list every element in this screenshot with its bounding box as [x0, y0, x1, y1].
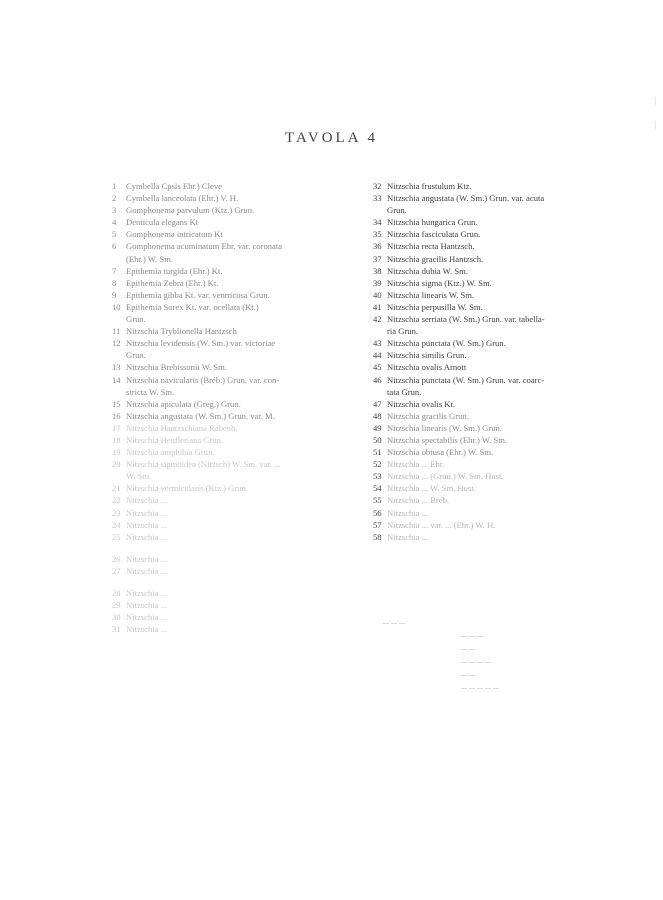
species-name: Nitzschia gracilis Grun. — [387, 410, 469, 421]
species-number: 43 — [373, 338, 382, 349]
species-name: Cymbella lanceolata (Ehr.) V. H. — [126, 193, 239, 204]
species-entry — [112, 410, 354, 422]
species-entry — [112, 599, 354, 611]
species-name: Nitzschia Hantzschiana Rabenh. — [126, 422, 238, 433]
species-name: Nitzschia ... var. ... (Ehr.) W. H. — [387, 519, 496, 530]
species-entry — [112, 398, 354, 410]
species-entry — [112, 587, 354, 599]
species-name: Nitzschia hungarica Grun. — [387, 217, 478, 228]
species-entry — [373, 313, 625, 325]
species-number: 16 — [112, 410, 121, 421]
species-entry — [112, 349, 354, 361]
species-name: W. Sm. — [126, 471, 152, 482]
species-number: 25 — [112, 531, 121, 542]
species-name: Denticula elegans Kt — [126, 217, 199, 228]
species-name: Nitzschia fasciculata Grun. — [387, 229, 481, 240]
species-entry — [112, 289, 354, 301]
species-number: 49 — [373, 422, 382, 433]
species-name: Nitzschia gracilis Hantzsch. — [387, 253, 484, 264]
species-entry — [112, 253, 354, 265]
species-name: Nitzschia amphibia Grun. — [126, 447, 215, 458]
species-name: Nitzschia levidensis (W. Sm.) var. victoriae — [126, 338, 276, 349]
species-entry — [112, 337, 354, 349]
species-entry — [112, 313, 354, 325]
species-number: 39 — [373, 277, 382, 288]
species-number: 2 — [112, 193, 117, 204]
species-number: 17 — [112, 422, 121, 433]
species-name: Nitzschia angustata (W. Sm.) Grun. var. M. — [126, 410, 275, 421]
species-name: tata Grun. — [387, 386, 422, 397]
species-entry — [373, 301, 625, 313]
species-number: 26 — [112, 553, 121, 564]
species-number: 14 — [112, 374, 121, 385]
species-name: Nitzschia obtusa (Ehr.) W. Sm. — [387, 447, 494, 458]
species-number: 52 — [373, 459, 382, 470]
species-entry — [112, 277, 354, 289]
species-number: 33 — [373, 193, 382, 204]
species-entry — [373, 349, 625, 361]
species-number: 53 — [373, 471, 382, 482]
species-entry — [373, 494, 625, 506]
species-name: Nitzschia similis Grun. — [387, 350, 467, 361]
species-number: 29 — [112, 600, 121, 611]
species-number: 55 — [373, 495, 382, 506]
species-number: 46 — [373, 374, 382, 385]
species-name: Nitzschia linearis W. Sm. — [387, 289, 475, 300]
margin-mark: | — [655, 120, 657, 129]
species-name: Nitzschia ovalis Arnott — [387, 362, 467, 373]
species-number: 58 — [373, 531, 382, 542]
species-number: 20 — [112, 459, 121, 470]
species-number: 28 — [112, 588, 121, 598]
species-entry — [373, 180, 625, 192]
species-entry — [112, 204, 354, 216]
species-number: 40 — [373, 289, 382, 300]
species-entry — [112, 531, 354, 543]
species-name: Nitzschia ... — [126, 600, 168, 611]
species-name: Nitzschia ... — [126, 588, 168, 598]
species-number: 31 — [112, 624, 121, 635]
species-entry — [373, 458, 625, 470]
species-name: Nitzschia perpusilla W. Sm. — [387, 301, 483, 312]
footnote-line: ... ... ... — [461, 630, 483, 639]
species-entry — [112, 434, 354, 446]
species-name: Epithemia Sorex Kt. var. ocellata (Kt.) — [126, 301, 259, 312]
species-name: Nitzschia Tryblionella Hantzsch — [126, 326, 237, 337]
species-number: 48 — [373, 410, 382, 421]
species-entry — [373, 470, 625, 482]
species-entry — [373, 253, 625, 265]
species-number: 6 — [112, 241, 117, 252]
species-entry — [112, 553, 354, 565]
species-number: 18 — [112, 434, 121, 445]
species-entry — [373, 374, 625, 386]
species-entry — [112, 192, 354, 204]
spacer — [112, 577, 354, 587]
species-name: Nitzschia vermicularis (Ktz.) Grun. — [126, 483, 248, 494]
species-entry — [112, 519, 354, 531]
species-entry — [373, 216, 625, 228]
species-number: 22 — [112, 495, 121, 506]
species-entry — [373, 519, 625, 531]
species-number: 35 — [373, 229, 382, 240]
species-name: Nitzschia serriata (W. Sm.) Grun. var. tabella- — [387, 314, 545, 325]
species-entry — [373, 507, 625, 519]
species-name: Grun. — [387, 205, 407, 216]
species-entry — [373, 434, 625, 446]
species-name: Nitzschia ... — [126, 624, 168, 635]
species-number: 54 — [373, 483, 382, 494]
species-name: Nitzschia ... — [126, 565, 168, 576]
species-name: Nitzschia sigma (Ktz.) W. Sm. — [387, 277, 492, 288]
species-entry — [112, 494, 354, 506]
footnote-line: ... ... ... ... — [461, 656, 491, 665]
species-number: 51 — [373, 447, 382, 458]
species-name: Nitzschia angustata (W. Sm.) Grun. var. acuta — [387, 193, 545, 204]
species-entry — [112, 470, 354, 482]
species-entry — [373, 410, 625, 422]
species-entry — [112, 507, 354, 519]
species-number: 44 — [373, 350, 382, 361]
species-number: 38 — [373, 265, 382, 276]
species-entry — [112, 386, 354, 398]
species-entry — [112, 265, 354, 277]
species-name: Nitzschia spectabilis (Ehr.) W. Sm. — [387, 434, 508, 445]
species-number: 4 — [112, 217, 117, 228]
species-entry — [373, 325, 625, 337]
species-number: 13 — [112, 362, 121, 373]
species-number: 21 — [112, 483, 121, 494]
species-name: Nitzschia ... (Grun.) W. Sm. Hust. — [387, 471, 504, 482]
species-name: Nitzschia ... Bréb. — [387, 495, 450, 506]
species-entry — [112, 301, 354, 313]
species-number: 32 — [373, 181, 382, 191]
species-entry — [373, 531, 625, 543]
species-name: ria Grun. — [387, 326, 419, 337]
species-number: 15 — [112, 398, 121, 409]
species-list-right — [373, 180, 625, 543]
species-entry — [373, 228, 625, 240]
species-number: 47 — [373, 398, 382, 409]
species-name: Nitzschia Heufleriana Grun. — [126, 434, 224, 445]
species-name: Nitzschia linearis (W. Sm.) Grun. — [387, 422, 502, 433]
species-entry — [112, 216, 354, 228]
species-number: 10 — [112, 301, 121, 312]
species-entry — [112, 482, 354, 494]
species-entry — [373, 386, 625, 398]
species-entry — [112, 240, 354, 252]
species-name: Nitzschia ... W. Sm. Hust. — [387, 483, 476, 494]
species-entry — [112, 611, 354, 623]
species-name: Nitzschia punctata (W. Sm.) Grun. — [387, 338, 506, 349]
species-entry — [373, 398, 625, 410]
species-name: Nitzschia ... — [126, 519, 168, 530]
species-name: Gomphonema intricatum Kt — [126, 229, 223, 240]
species-name: Nitzschia ovalis Kt. — [387, 398, 456, 409]
species-entry — [112, 446, 354, 458]
spacer — [112, 543, 354, 553]
species-name: Nitzschia ... — [387, 531, 429, 542]
species-number: 57 — [373, 519, 382, 530]
species-number: 27 — [112, 565, 121, 576]
species-number: 1 — [112, 181, 117, 191]
species-name: Nitzschia Brebissonii W. Sm. — [126, 362, 227, 373]
species-entry — [373, 289, 625, 301]
species-name: Cymbella Cpsis Ehr.) Cleve — [126, 181, 222, 191]
species-name: (Ehr.) W. Sm. — [126, 253, 174, 264]
species-name: Nitzschia punctata (W. Sm.) Grun. var. coarc- — [387, 374, 545, 385]
species-entry — [112, 361, 354, 373]
species-list-left — [112, 180, 354, 635]
species-name: Epithemia turgida (Ehr.) Kt. — [126, 265, 223, 276]
species-entry — [373, 422, 625, 434]
species-number: 34 — [373, 217, 382, 228]
species-entry — [373, 240, 625, 252]
footnote-line: ... ... ... — [383, 617, 405, 626]
species-name: Nitzschia ... — [126, 495, 168, 506]
species-name: Nitzschia frustulum Ktz. — [387, 181, 472, 191]
species-name: Nitzschia ... — [126, 507, 168, 518]
species-number: 5 — [112, 229, 117, 240]
species-number: 24 — [112, 519, 121, 530]
species-entry — [373, 446, 625, 458]
species-number: 50 — [373, 434, 382, 445]
species-name: Nitzschia ... — [387, 507, 429, 518]
species-number: 8 — [112, 277, 117, 288]
species-entry — [373, 361, 625, 373]
species-number: 7 — [112, 265, 117, 276]
species-name: Grun. — [126, 314, 146, 325]
species-name: Nitzschia ... — [126, 612, 168, 623]
species-name: Epithemia Zebra (Ehr.) Kt. — [126, 277, 219, 288]
species-name: Nitzschia ... — [126, 531, 168, 542]
species-name: Grun. — [126, 350, 146, 361]
species-name: Nitzschia apiculata (Greg.) Grun. — [126, 398, 241, 409]
species-entry — [112, 228, 354, 240]
plate-title: TAVOLA 4 — [285, 130, 378, 146]
species-number: 36 — [373, 241, 382, 252]
species-name: Nitzschia ... Ehr. — [387, 459, 445, 470]
species-number: 9 — [112, 289, 117, 300]
species-entry — [373, 265, 625, 277]
species-name: Gomphonema parvulum (Ktz.) Grun. — [126, 205, 255, 216]
footnote-block — [383, 615, 603, 693]
footnote-line: ... ... — [461, 669, 475, 678]
species-number: 12 — [112, 338, 121, 349]
species-entry — [373, 204, 625, 216]
footnote-line: ... ... ... ... ... — [461, 682, 499, 691]
species-number: 42 — [373, 314, 382, 325]
species-number: 23 — [112, 507, 121, 518]
species-entry — [373, 337, 625, 349]
species-entry — [373, 482, 625, 494]
species-name: Nitzschia navicularis (Bréb.) Grun. var. con- — [126, 374, 280, 385]
species-name: stricta W. Sm. — [126, 386, 175, 397]
species-entry — [112, 374, 354, 386]
species-name: Nitzschia sigmoidea (Nitzsch) W. Sm. var. ... — [126, 459, 281, 470]
species-number: 45 — [373, 362, 382, 373]
species-number: 30 — [112, 612, 121, 623]
species-entry — [112, 565, 354, 577]
species-name: Epithemia gibba Kt. var. ventricosa Grun. — [126, 289, 270, 300]
species-entry — [373, 277, 625, 289]
species-name: Nitzschia recta Hantzsch. — [387, 241, 475, 252]
species-number: 37 — [373, 253, 382, 264]
species-name: Gomphonema acuminatum Ehr. var. coronata — [126, 241, 283, 252]
species-name: Nitzschia ... — [126, 553, 168, 564]
species-entry — [112, 458, 354, 470]
species-entry — [112, 180, 354, 192]
species-number: 41 — [373, 301, 382, 312]
species-number: 56 — [373, 507, 382, 518]
footnote-line: ... ... — [461, 643, 475, 652]
species-number: 19 — [112, 447, 121, 458]
margin-mark: | — [655, 96, 657, 105]
species-number: 11 — [112, 326, 121, 337]
species-entry — [112, 422, 354, 434]
species-name: Nitzschia dubia W. Sm. — [387, 265, 468, 276]
species-number: 3 — [112, 205, 117, 216]
species-entry — [373, 192, 625, 204]
species-entry — [112, 623, 354, 635]
species-entry — [112, 325, 354, 337]
